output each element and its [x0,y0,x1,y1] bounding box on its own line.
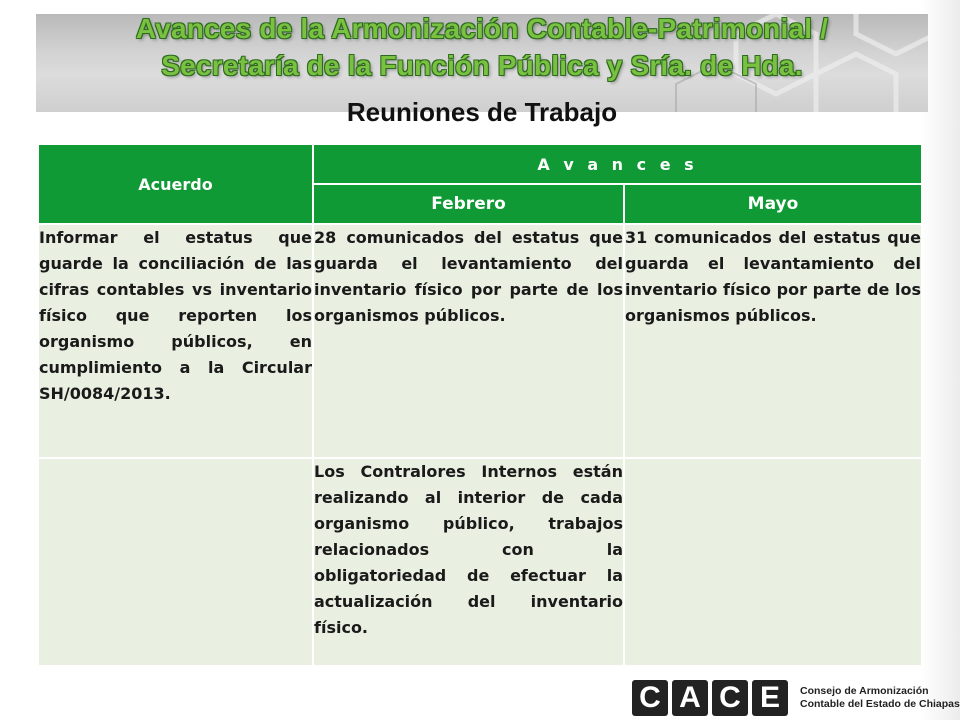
page-title-line-2: Secretaría de la Función Pública y Sría. de Hda. [161,50,803,81]
column-header-mayo: Mayo [624,184,922,224]
cell-febrero: 28 comunicados del estatus que guarda el levantamiento del inventario físico por parte de los organismos públicos. [313,224,624,458]
table-header-row [38,144,922,184]
page-title-line-1: Avances de la Armonización Contable-Patrimonial / [135,13,829,44]
table-row [38,458,922,666]
logo-text-line-2: Contable del Estado de Chiapas [800,698,960,710]
logo-text-line-1: Consejo de Armonización [800,685,929,697]
column-header-acuerdo: Acuerdo [38,144,313,224]
logo-letter: A [672,680,708,716]
logo-letter: C [632,680,668,716]
avances-table [37,143,923,667]
column-header-avances: A v a n c e s [313,144,922,184]
page-subtitle: Reuniones de Trabajo [346,97,618,127]
table-row [38,224,922,458]
cell-febrero: Los Contralores Internos están realizando al interior de cada organismo público, trabajos relacionados con la obligatoriedad de efectuar la actualización del inventario físico. [313,458,624,666]
logo-letter: C [712,680,748,716]
cace-logo [632,678,960,718]
column-header-febrero: Febrero [313,184,624,224]
cell-mayo: 31 comunicados del estatus que guarda el levantamiento del inventario físico por parte de los organismos públicos. [624,224,922,458]
cell-mayo [624,458,922,666]
cell-acuerdo: Informar el estatus que guarde la conciliación de las cifras contables vs inventario físico que reporten los organismo públicos, en cumplimiento a la Circular SH/0084/2013. [38,224,313,458]
logo-text [800,685,960,711]
logo-letter: E [752,680,788,716]
cell-acuerdo [38,458,313,666]
